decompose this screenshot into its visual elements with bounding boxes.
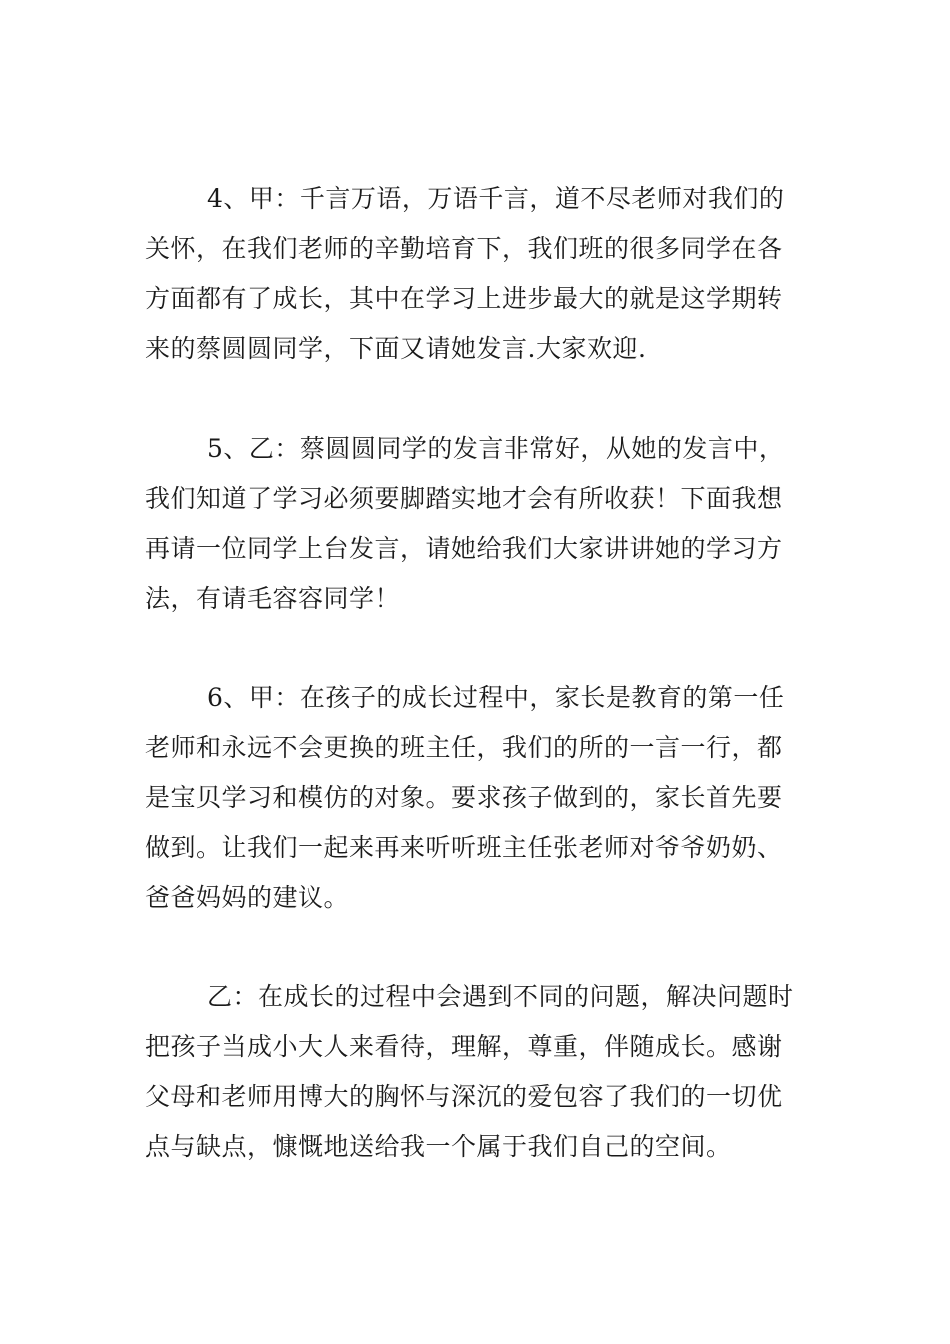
- paragraph-line: 6、甲：在孩子的成长过程中，家长是教育的第一任: [207, 683, 785, 712]
- paragraph-line: 是宝贝学习和模仿的对象。要求孩子做到的，家长首先要: [145, 783, 783, 812]
- paragraph-line: 把孩子当成小大人来看待，理解，尊重，伴随成长。感谢: [145, 1032, 783, 1061]
- paragraph-line: 关怀，在我们老师的辛勤培育下，我们班的很多同学在各: [145, 234, 783, 263]
- paragraph-line: 5、乙：蔡圆圆同学的发言非常好，从她的发言中，: [207, 434, 785, 463]
- paragraph-line: 我们知道了学习必须要脚踏实地才会有所收获！下面我想: [145, 484, 783, 513]
- paragraph-yi-closing: [145, 972, 815, 1172]
- paragraph-line: 点与缺点，慷慨地送给我一个属于我们自己的空间。: [145, 1132, 732, 1161]
- paragraph-line: 法，有请毛容容同学！: [145, 584, 401, 613]
- paragraph-line: 爸爸妈妈的建议。: [145, 883, 350, 912]
- paragraph-line: 方面都有了成长，其中在学习上进步最大的就是这学期转: [145, 284, 783, 313]
- paragraph-line: 老师和永远不会更换的班主任，我们的所的一言一行，都: [145, 733, 783, 762]
- paragraph-line: 父母和老师用博大的胸怀与深沉的爱包容了我们的一切优: [145, 1082, 783, 1111]
- paragraph-line: 再请一位同学上台发言，请她给我们大家讲讲她的学习方: [145, 534, 783, 563]
- paragraph-6-jia: [145, 673, 815, 923]
- paragraph-line: 4、甲：千言万语，万语千言，道不尽老师对我们的: [207, 184, 785, 213]
- paragraph-line: 来的蔡圆圆同学，下面又请她发言.大家欢迎.: [145, 334, 647, 363]
- paragraph-line: 乙：在成长的过程中会遇到不同的问题，解决问题时: [207, 982, 794, 1011]
- paragraph-4-jia: [145, 174, 815, 374]
- paragraph-5-yi: [145, 424, 815, 624]
- paragraph-line: 做到。让我们一起来再来听听班主任张老师对爷爷奶奶、: [145, 833, 783, 862]
